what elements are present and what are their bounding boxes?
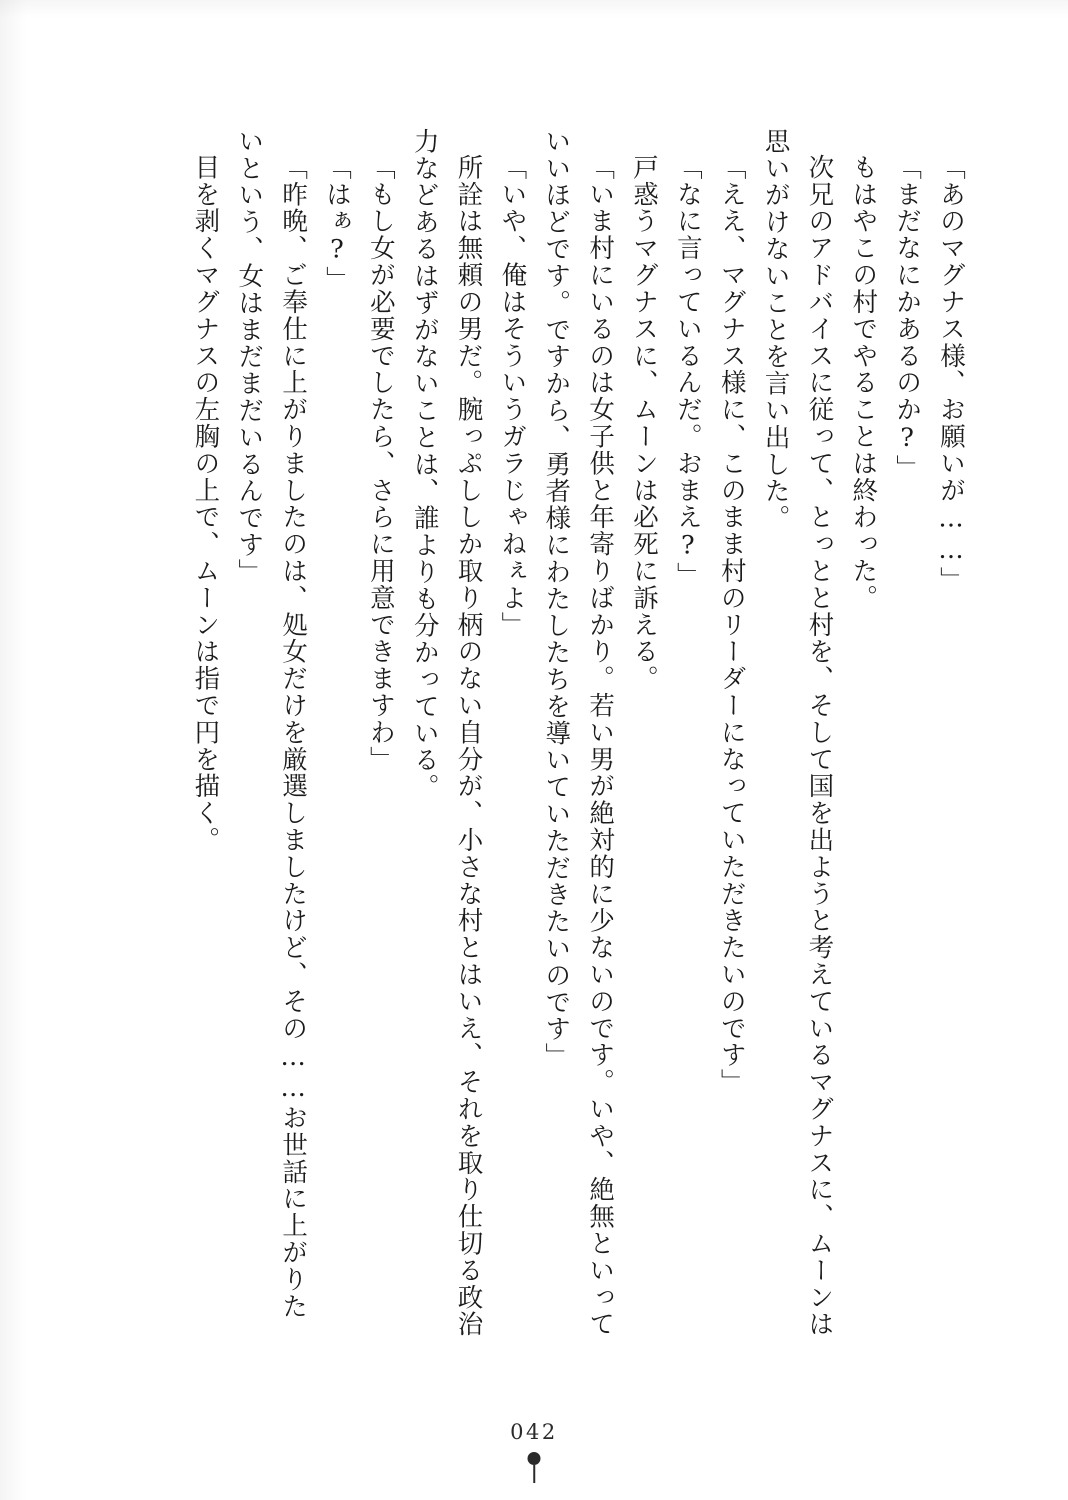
paragraph: もはやこの村でやることは終わった。 — [848, 153, 879, 611]
paragraph: 次兄のアドバイスに従って、とっとと村を、そして国を出ようと考えているマグナスに、ムーンは思いがけないことを言い出した。 — [760, 128, 835, 1338]
paragraph: 「いや、俺はそういうガラじゃねぇよ」 — [497, 153, 528, 638]
paragraph: 目を剥くマグナスの左胸の上で、ムーンは指で円を描く。 — [190, 153, 221, 853]
scan-edge-shading-top — [0, 0, 1068, 18]
paragraph: 「昨晩、ご奉仕に上がりましたのは、処女だけを厳選しましたけど、その……お世話に上がりたいという、女はまだまだいるんです」 — [234, 128, 309, 1320]
paragraph: 「はぁ?」 — [321, 153, 352, 293]
footer-ornament-icon — [527, 1452, 541, 1482]
paragraph: 「まだなにかあるのか?」 — [892, 153, 923, 481]
paragraph: 戸惑うマグナスに、ムーンは必死に訴える。 — [628, 153, 659, 692]
paragraph: 「ええ、マグナス様に、このまま村のリーダーになっていただきたいのです」 — [716, 153, 747, 1096]
paragraph: 「なに言っているんだ。おまえ?」 — [672, 153, 703, 589]
paragraph: 「いま村にいるのは女子供と年寄りばかり。若い男が絶対的に少ないのです。いや、絶無といっていいほどです。ですから、勇者様にわたしたちを導いていただきたいのです」 — [541, 128, 616, 1338]
scan-edge-shading-left — [0, 0, 26, 1500]
page-body-text — [112, 128, 972, 1338]
paragraph: 「もし女が必要でしたら、さらに用意できますわ」 — [365, 153, 396, 773]
page-number: 042 — [510, 1420, 558, 1444]
paragraph: 所詮は無頼の男だ。腕っぷししか取り柄のない自分が、小さな村とはいえ、それを取り仕切る政治力などあるはずがないことは、誰よりも分かっている。 — [409, 128, 484, 1338]
paragraph: 「あのマグナス様、お願いが……」 — [936, 153, 966, 593]
